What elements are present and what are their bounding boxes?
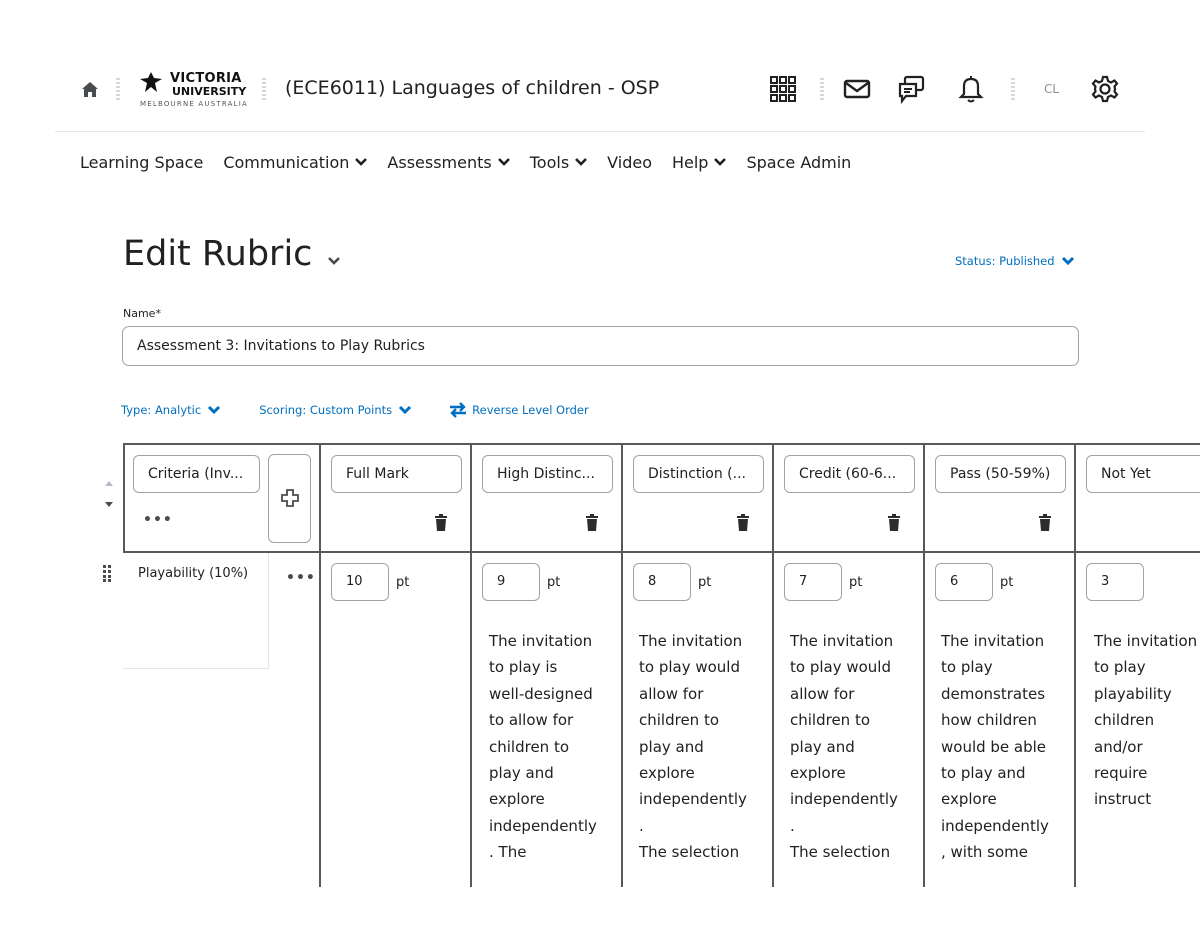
nav-label: Communication: [223, 152, 350, 172]
criterion-name[interactable]: Playability (10%): [138, 566, 249, 581]
drag-handle-icon[interactable]: [102, 564, 112, 582]
header-divider: [55, 131, 1145, 132]
gear-icon[interactable]: [1090, 74, 1120, 104]
chevron-down-icon: [714, 158, 726, 166]
rubric-name-input[interactable]: [122, 326, 1079, 366]
points-input[interactable]: 6: [935, 563, 993, 601]
level-description[interactable]: The invitation to play demonstrates how children would be able to play and explore independently , with some: [941, 632, 1049, 862]
level-description[interactable]: The invitation to play playability children and/or require instruct: [1094, 632, 1198, 809]
column-divider: [319, 443, 321, 887]
level-name-input[interactable]: High Distinc...: [482, 455, 613, 493]
chevron-down-icon: [498, 158, 510, 166]
reverse-label: Reverse Level Order: [472, 403, 589, 417]
nav-item-assessments[interactable]: [387, 150, 509, 174]
column-divider: [1074, 443, 1076, 887]
nav-label: Learning Space: [80, 152, 204, 172]
bell-icon[interactable]: [956, 74, 986, 104]
points-input[interactable]: 8: [633, 563, 691, 601]
nav-label: Help: [671, 152, 709, 172]
status-label: Status: Published: [955, 254, 1055, 268]
name-label: Name*: [123, 307, 161, 320]
level-description[interactable]: The invitation to play is well-designed to allow for children to play and explore independently . The: [489, 632, 597, 862]
level-name-input[interactable]: Not Yet: [1086, 455, 1200, 493]
logo-line-3: MELBOURNE AUSTRALIA: [140, 100, 248, 108]
points-input[interactable]: 9: [482, 563, 540, 601]
points-unit: pt: [849, 575, 863, 590]
divider: [1011, 78, 1015, 102]
points-unit: pt: [547, 575, 561, 590]
table-border: [123, 443, 1200, 445]
nav-label: Video: [607, 152, 652, 172]
criteria-group-name-input[interactable]: Criteria (Inv...: [133, 455, 260, 493]
mail-icon[interactable]: [842, 74, 872, 104]
chevron-down-icon: [207, 405, 221, 415]
nav-item-video[interactable]: [607, 150, 652, 174]
plus-icon: [281, 489, 299, 507]
nav-label: Tools: [529, 152, 570, 172]
nav-label: Space Admin: [746, 152, 852, 172]
type-label: Type: Analytic: [121, 403, 202, 417]
waffle-icon[interactable]: [768, 74, 798, 104]
nav-label: Assessments: [387, 152, 492, 172]
rubric-table: [123, 443, 1200, 887]
chevron-down-icon: [1061, 256, 1075, 266]
user-avatar-initials[interactable]: CL: [1044, 82, 1060, 96]
points-input[interactable]: 10: [331, 563, 389, 601]
column-divider: [923, 443, 925, 887]
points-input[interactable]: 7: [784, 563, 842, 601]
nav-item-help[interactable]: [672, 150, 726, 174]
reverse-level-order-button[interactable]: [448, 402, 589, 418]
table-border: [123, 551, 1200, 553]
points-unit: pt: [698, 575, 712, 590]
page-title: Edit Rubric: [123, 234, 313, 274]
title-chevron-down-icon[interactable]: [327, 256, 341, 266]
column-divider: [621, 443, 623, 887]
top-bar: [0, 0, 1200, 132]
column-divider: [772, 443, 774, 887]
swap-arrows-icon: [448, 402, 468, 418]
nav-item-space-admin[interactable]: [746, 150, 851, 174]
delete-level-icon[interactable]: [887, 513, 901, 531]
points-input[interactable]: 3: [1086, 563, 1144, 601]
university-logo[interactable]: [138, 70, 248, 110]
home-icon[interactable]: [80, 80, 100, 100]
delete-level-icon[interactable]: [1038, 513, 1052, 531]
criterion-more-button[interactable]: •••: [286, 570, 316, 586]
column-divider: [470, 443, 472, 887]
table-border: [123, 443, 125, 553]
status-dropdown[interactable]: [955, 254, 1075, 268]
scoring-label: Scoring: Custom Points: [259, 403, 393, 417]
chevron-down-icon: [355, 158, 367, 166]
nav-item-communication[interactable]: [223, 150, 367, 174]
delete-level-icon[interactable]: [585, 513, 599, 531]
points-unit: pt: [396, 575, 410, 590]
logo-mark-icon: [138, 72, 164, 96]
criteria-group-more-button[interactable]: •••: [143, 512, 173, 528]
level-description[interactable]: The invitation to play would allow for children to play and explore independently . The selection: [790, 632, 898, 862]
delete-level-icon[interactable]: [736, 513, 750, 531]
delete-level-icon[interactable]: [434, 513, 448, 531]
logo-line-1: VICTORIA: [170, 71, 242, 86]
nav-item-learning-space[interactable]: [80, 150, 203, 174]
level-description[interactable]: The invitation to play would allow for children to play and explore independently . The selection: [639, 632, 747, 862]
divider: [262, 78, 266, 102]
add-criterion-button[interactable]: [268, 454, 311, 543]
reorder-arrows-icon[interactable]: [103, 477, 115, 511]
level-name-input[interactable]: Pass (50-59%): [935, 455, 1066, 493]
points-unit: pt: [1000, 575, 1014, 590]
divider: [116, 78, 120, 102]
divider: [820, 78, 824, 102]
rubric-options: [121, 402, 589, 418]
chevron-down-icon: [575, 158, 587, 166]
type-dropdown[interactable]: [121, 402, 221, 418]
scoring-dropdown[interactable]: [259, 402, 412, 418]
level-name-input[interactable]: Full Mark: [331, 455, 462, 493]
nav-item-tools[interactable]: [530, 150, 587, 174]
course-title[interactable]: (ECE6011) Languages of children - OSP: [285, 77, 660, 99]
chevron-down-icon: [398, 405, 412, 415]
level-name-input[interactable]: Distinction (...: [633, 455, 764, 493]
level-name-input[interactable]: Credit (60-6...: [784, 455, 915, 493]
chat-icon[interactable]: [896, 74, 926, 104]
logo-line-2: UNIVERSITY: [172, 85, 247, 98]
nav-bar: [80, 150, 851, 174]
